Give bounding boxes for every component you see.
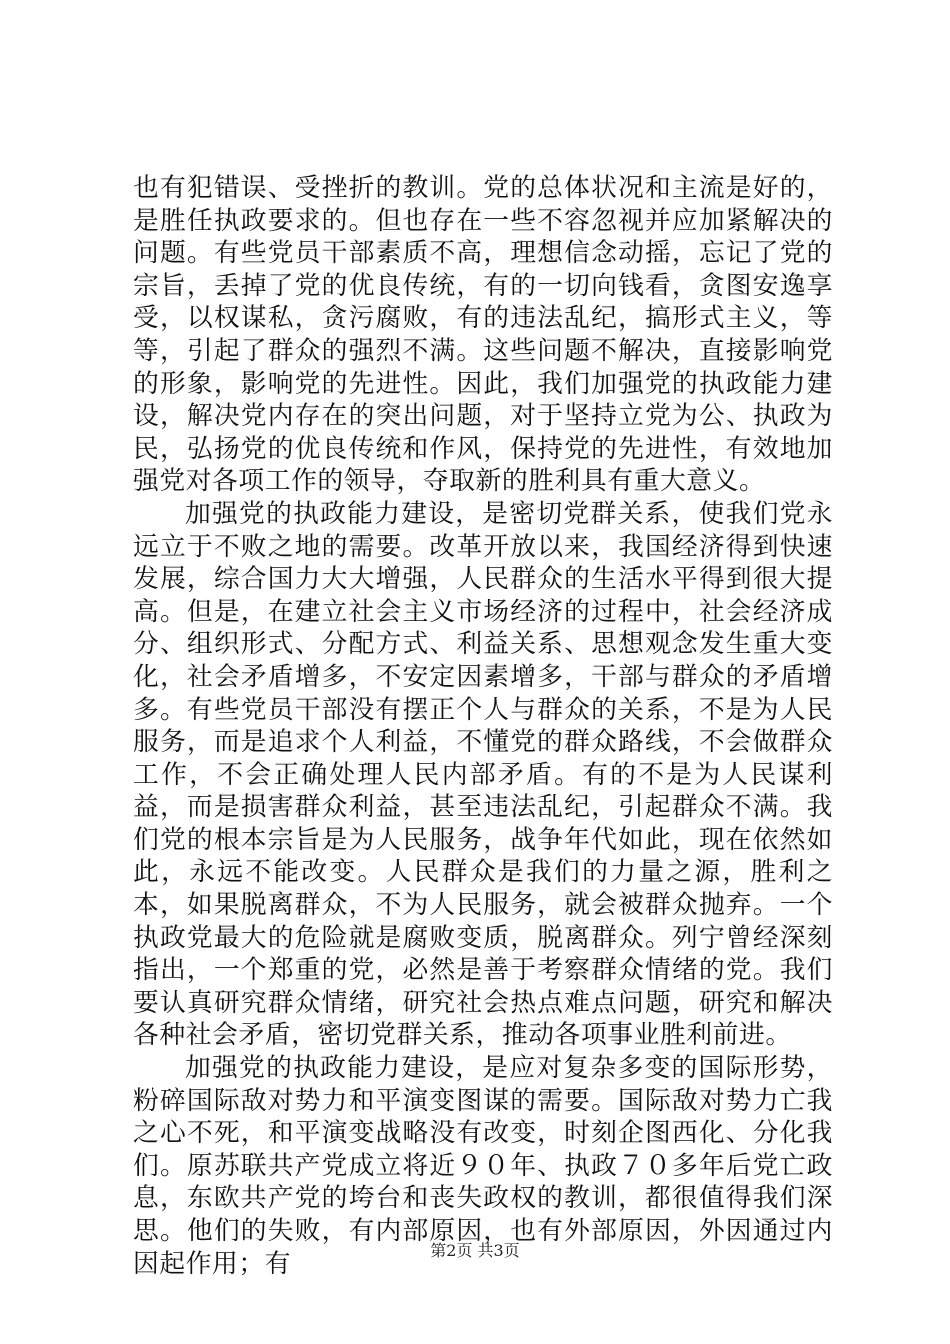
page-footer: 第2页 共3页 <box>430 1241 520 1260</box>
body-text <box>133 172 833 1280</box>
paragraph-1: 也有犯错误、受挫折的教训。党的总体状况和主流是好的，是胜任执政要求的。但也存在一些不容忽视并应加紧解决的问题。有些党员干部素质不高，理想信念动摇，忘记了党的宗旨，丢掉了党的优良传统，有的一切向钱看，贪图安逸享受，以权谋私，贪污腐败，有的违法乱纪，搞形式主义，等等，引起了群众的强烈不满。这些问题不解决，直接影响党的形象，影响党的先进性。因此，我们加强党的执政能力建设，解决党内存在的突出问题，对于坚持立党为公、执政为民，弘扬党的优良传统和作风，保持党的先进性，有效地加强党对各项工作的领导，夺取新的胜利具有重大意义。 <box>133 173 833 497</box>
paragraph-2: 加强党的执政能力建设，是密切党群关系，使我们党永远立于不败之地的需要。改革开放以来，我国经济得到快速发展，综合国力大大增强，人民群众的生活水平得到很大提高。但是，在建立社会主义市场经济的过程中，社会经济成分、组织形式、分配方式、利益关系、思想观念发生重大变化，社会矛盾增多，不安定因素增多，干部与群众的矛盾增多。有些党员干部没有摆正个人与群众的关系，不是为人民服务，而是追求个人利益，不懂党的群众路线，不会做群众工作，不会正确处理人民内部矛盾。有的不是为人民谋利益，而是损害群众利益，甚至违法乱纪，引起群众不满。我们党的根本宗旨是为人民服务，战争年代如此，现在依然如此，永远不能改变。人民群众是我们的力量之源，胜利之本，如果脱离群众，不为人民服务，就会被群众抛弃。一个执政党最大的危险就是腐败变质，脱离群众。列宁曾经深刻指出，一个郑重的党，必然是善于考察群众情绪的党。我们要认真研究群众情绪，研究社会热点难点问题，研究和解决各种社会矛盾，密切党群关系，推动各项事业胜利前进。 <box>133 498 833 1051</box>
paragraph-3: 加强党的执政能力建设，是应对复杂多变的国际形势，粉碎国际敌对势力和平演变图谋的需要。国际敌对势力亡我之心不死，和平演变战略没有改变，时刻企图西化、分化我们。原苏联共产党成立将近９０年、执政７０多年后党亡政息，东欧共产党的垮台和丧失政权的教训，都很值得我们深思。他们的失败，有内部原因，也有外部原因，外因通过内因起作用；有 <box>133 1053 833 1279</box>
